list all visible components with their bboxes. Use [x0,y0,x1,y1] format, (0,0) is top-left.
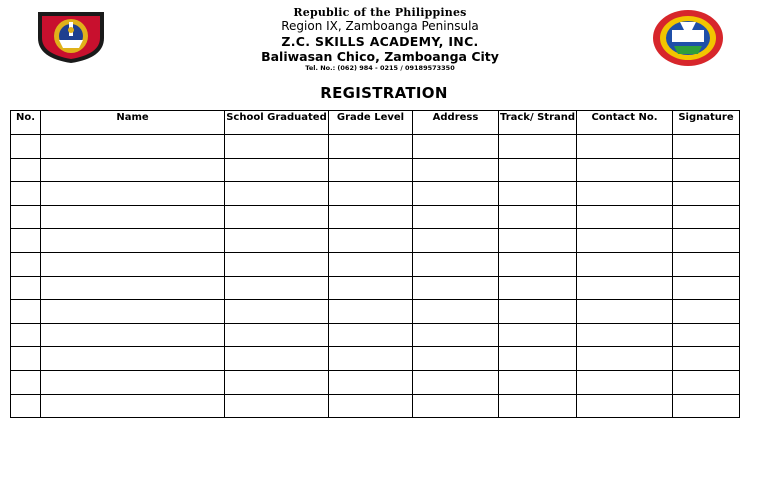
cell-track-strand[interactable] [499,182,577,206]
table-row [11,135,740,159]
cell-signature[interactable] [673,300,740,324]
cell-name[interactable] [41,205,225,229]
school-logo-left [34,8,108,64]
cell-school-graduated[interactable] [225,252,329,276]
cell-grade-level[interactable] [329,300,413,324]
school-telephone: Tel. No.: (062) 984 - 0215 / 09189573350 [305,64,455,72]
cell-track-strand[interactable] [499,323,577,347]
cell-school-graduated[interactable] [225,370,329,394]
registration-table [10,110,740,418]
cell-grade-level[interactable] [329,323,413,347]
cell-contact-no[interactable] [577,323,673,347]
cell-signature[interactable] [673,276,740,300]
cell-track-strand[interactable] [499,205,577,229]
cell-name[interactable] [41,323,225,347]
cell-grade-level[interactable] [329,205,413,229]
table-row [11,300,740,324]
registration-table-body [11,135,740,418]
document-title: REGISTRATION [320,84,448,102]
cell-grade-level[interactable] [329,370,413,394]
table-row [11,394,740,418]
cell-no[interactable] [11,135,41,159]
cell-signature[interactable] [673,229,740,253]
cell-signature[interactable] [673,394,740,418]
header-contact-no: Contact No. [577,111,673,135]
cell-address[interactable] [413,347,499,371]
cell-contact-no[interactable] [577,300,673,324]
cell-school-graduated[interactable] [225,323,329,347]
cell-no[interactable] [11,276,41,300]
cell-grade-level[interactable] [329,347,413,371]
cell-signature[interactable] [673,205,740,229]
table-row [11,158,740,182]
cell-track-strand[interactable] [499,158,577,182]
cell-name[interactable] [41,276,225,300]
cell-address[interactable] [413,252,499,276]
table-row [11,205,740,229]
cell-name[interactable] [41,182,225,206]
cell-address[interactable] [413,394,499,418]
cell-no[interactable] [11,182,41,206]
cell-no[interactable] [11,394,41,418]
header-row [11,111,740,135]
cell-contact-no[interactable] [577,229,673,253]
cell-grade-level[interactable] [329,229,413,253]
cell-no[interactable] [11,205,41,229]
cell-no[interactable] [11,323,41,347]
letterhead [180,6,580,72]
header-grade-level: Grade Level [329,111,413,135]
cell-grade-level[interactable] [329,182,413,206]
cell-no[interactable] [11,252,41,276]
cell-contact-no[interactable] [577,205,673,229]
cell-no[interactable] [11,158,41,182]
cell-track-strand[interactable] [499,135,577,159]
cell-grade-level[interactable] [329,158,413,182]
cell-grade-level[interactable] [329,394,413,418]
table-row [11,252,740,276]
cell-signature[interactable] [673,135,740,159]
cell-signature[interactable] [673,252,740,276]
cell-address[interactable] [413,276,499,300]
cell-address[interactable] [413,300,499,324]
cell-contact-no[interactable] [577,182,673,206]
cell-contact-no[interactable] [577,394,673,418]
header-address: Address [413,111,499,135]
cell-school-graduated[interactable] [225,300,329,324]
cell-grade-level[interactable] [329,135,413,159]
header-signature: Signature [673,111,740,135]
cell-no[interactable] [11,347,41,371]
cell-name[interactable] [41,252,225,276]
cell-school-graduated[interactable] [225,205,329,229]
table-row [11,182,740,206]
cell-school-graduated[interactable] [225,276,329,300]
cell-school-graduated[interactable] [225,135,329,159]
cell-track-strand[interactable] [499,229,577,253]
cell-contact-no[interactable] [577,158,673,182]
cell-address[interactable] [413,182,499,206]
seal-logo-right [650,8,726,68]
cell-name[interactable] [41,158,225,182]
cell-signature[interactable] [673,182,740,206]
cell-no[interactable] [11,370,41,394]
cell-track-strand[interactable] [499,252,577,276]
cell-track-strand[interactable] [499,276,577,300]
cell-signature[interactable] [673,347,740,371]
cell-contact-no[interactable] [577,276,673,300]
cell-address[interactable] [413,323,499,347]
table-row [11,229,740,253]
table-row [11,276,740,300]
school-address: Baliwasan Chico, Zamboanga City [261,49,499,64]
cell-school-graduated[interactable] [225,394,329,418]
school-name: Z.C. SKILLS ACADEMY, INC. [281,34,479,49]
header-no: No. [11,111,41,135]
cell-address[interactable] [413,205,499,229]
cell-school-graduated[interactable] [225,158,329,182]
table-row [11,370,740,394]
cell-name[interactable] [41,135,225,159]
cell-no[interactable] [11,300,41,324]
header-track-strand: Track/ Strand [499,111,577,135]
cell-contact-no[interactable] [577,347,673,371]
cell-track-strand[interactable] [499,394,577,418]
cell-school-graduated[interactable] [225,347,329,371]
header-name: Name [41,111,225,135]
cell-school-graduated[interactable] [225,182,329,206]
cell-contact-no[interactable] [577,135,673,159]
cell-school-graduated[interactable] [225,229,329,253]
cell-grade-level[interactable] [329,252,413,276]
header-school-graduated: School Graduated [225,111,329,135]
cell-name[interactable] [41,370,225,394]
cell-name[interactable] [41,394,225,418]
cell-address[interactable] [413,135,499,159]
table-row [11,347,740,371]
cell-signature[interactable] [673,158,740,182]
cell-track-strand[interactable] [499,347,577,371]
cell-address[interactable] [413,370,499,394]
cell-contact-no[interactable] [577,370,673,394]
cell-track-strand[interactable] [499,370,577,394]
region-line: Region IX, Zamboanga Peninsula [281,19,479,33]
cell-address[interactable] [413,229,499,253]
cell-grade-level[interactable] [329,276,413,300]
cell-track-strand[interactable] [499,300,577,324]
cell-address[interactable] [413,158,499,182]
cell-signature[interactable] [673,370,740,394]
cell-name[interactable] [41,347,225,371]
cell-name[interactable] [41,229,225,253]
cell-signature[interactable] [673,323,740,347]
republic-line: Republic of the Philippines [293,6,467,19]
cell-contact-no[interactable] [577,252,673,276]
table-row [11,323,740,347]
cell-no[interactable] [11,229,41,253]
cell-name[interactable] [41,300,225,324]
